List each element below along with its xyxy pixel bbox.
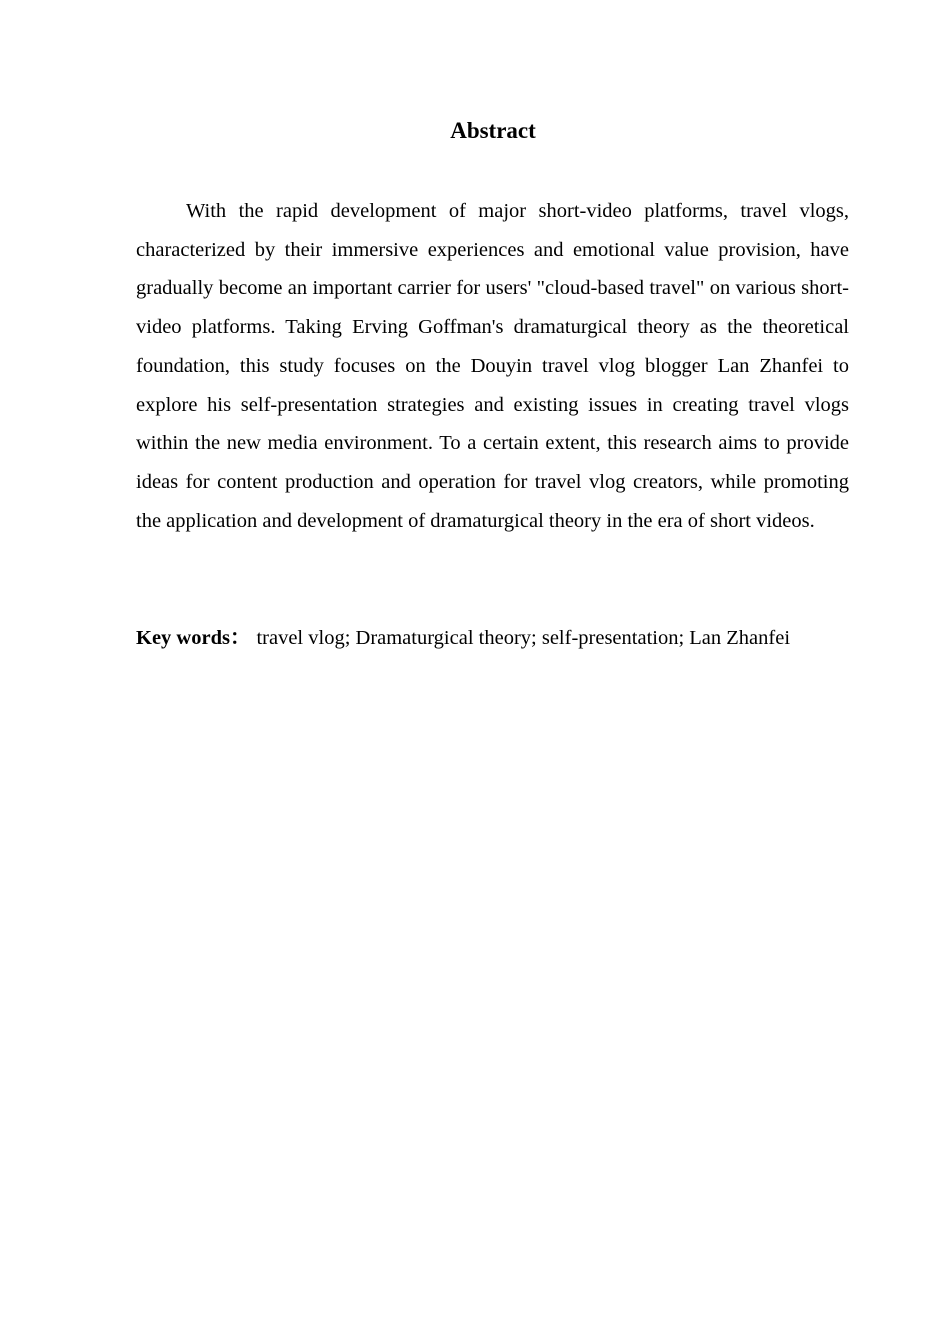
keywords-list: travel vlog; Dramaturgical theory; self-presentation; Lan Zhanfei xyxy=(256,627,791,649)
abstract-body: With the rapid development of major short-video platforms, travel vlogs, characterized by their immersive experiences and emotional value provision, have gradually become an important carrier for users' "cloud-based travel" on various short-video platforms. Taking Erving Goffman's dramaturgical theory as the theoretical foundation, this study focuses on the Douyin travel vlog blogger Lan Zhanfei to explore his self-presentation strategies and existing issues in creating travel vlogs within the new media environment. To a certain extent, this research aims to provide ideas for content production and operation for travel vlog creators, while promoting the application and development of dramaturgical theory in the era of short videos. xyxy=(136,200,849,532)
abstract-title: Abstract xyxy=(450,118,536,143)
keywords-label: Key words xyxy=(136,627,230,649)
keywords-line xyxy=(136,619,896,657)
keywords-separator: ： xyxy=(229,627,251,649)
